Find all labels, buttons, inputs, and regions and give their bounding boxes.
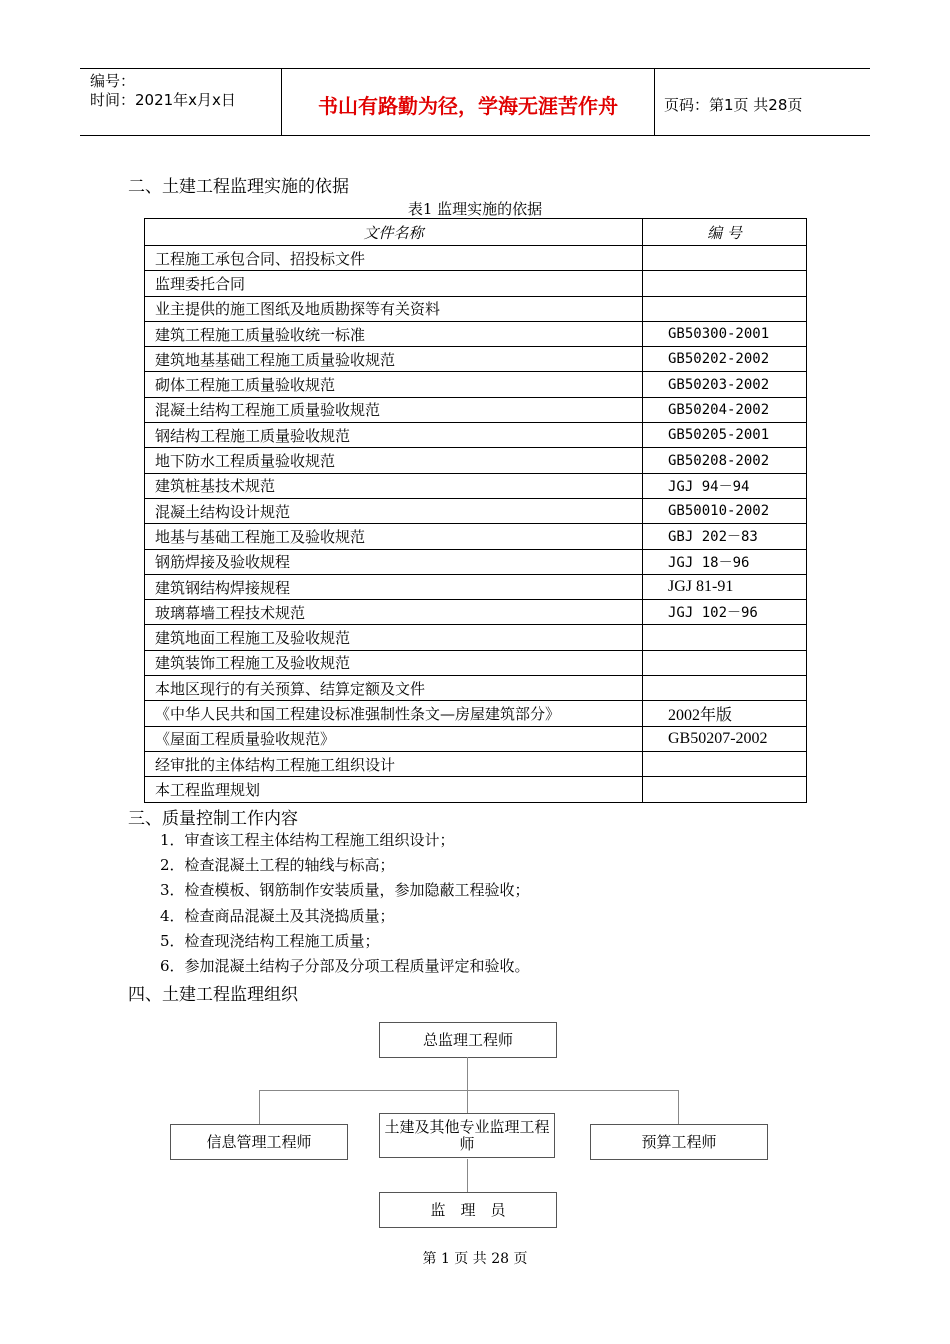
page-footer: 第 1 页 共 28 页 — [422, 1251, 528, 1267]
table-row — [145, 321, 807, 346]
table-row — [145, 574, 807, 599]
document-name-cell: 砌体工程施工质量验收规范 — [145, 372, 643, 397]
header-time-label: 时间：2021年x月x日 — [90, 91, 236, 109]
document-name-cell: 玻璃幕墙工程技术规范 — [145, 600, 643, 625]
document-code-cell — [643, 751, 807, 776]
table-row — [145, 246, 807, 271]
table-header-row — [145, 219, 807, 246]
org-connector-chief — [467, 1057, 468, 1113]
list-item: 4．检查商品混凝土及其浇捣质量； — [160, 906, 395, 925]
list-item: 6．参加混凝土结构子分部及分项工程质量评定和验收。 — [160, 956, 530, 975]
document-name-cell: 混凝土结构工程施工质量验收规范 — [145, 397, 643, 422]
document-name-cell: 本工程监理规划 — [145, 777, 643, 802]
document-code-cell: GB50203-2002 — [643, 372, 807, 397]
document-code-cell — [643, 676, 807, 701]
header-bottom-rule — [80, 135, 870, 136]
document-code-cell: GB50010-2002 — [643, 498, 807, 523]
header-number-label: 编号： — [90, 72, 136, 90]
table-row — [145, 498, 807, 523]
document-code-cell: JGJ 102－96 — [643, 600, 807, 625]
document-name-cell: 建筑地面工程施工及验收规范 — [145, 625, 643, 650]
header-motto: 书山有路勤为径，学海无涯苦作舟 — [318, 94, 618, 118]
org-box-chief: 总监理工程师 — [379, 1022, 557, 1058]
table-caption: 表1 监理实施的依据 — [407, 200, 543, 218]
org-box-supervisor: 监 理 员 — [379, 1192, 557, 1228]
header-page-label: 页码：第1页 共28页 — [664, 96, 803, 114]
document-code-cell — [643, 650, 807, 675]
org-connector-budget — [678, 1090, 679, 1124]
table-row — [145, 397, 807, 422]
table-row — [145, 271, 807, 296]
list-item: 5．检查现浇结构工程施工质量； — [160, 931, 380, 950]
table-row — [145, 549, 807, 574]
document-name-cell: 经审批的主体结构工程施工组织设计 — [145, 751, 643, 776]
list-item: 3．检查模板、钢筋制作安装质量，参加隐蔽工程验收； — [160, 881, 530, 900]
document-name-cell: 混凝土结构设计规范 — [145, 498, 643, 523]
document-code-cell — [643, 625, 807, 650]
org-connector-info — [259, 1090, 260, 1124]
document-code-cell: GB50204-2002 — [643, 397, 807, 422]
column-header-code: 编 号 — [643, 219, 807, 246]
document-code-cell — [643, 777, 807, 802]
document-code-cell: JGJ 94－94 — [643, 473, 807, 498]
table-row — [145, 347, 807, 372]
table-row — [145, 701, 807, 726]
org-connector-supervisor — [467, 1159, 468, 1192]
document-name-cell: 建筑钢结构焊接规程 — [145, 574, 643, 599]
table-row — [145, 473, 807, 498]
document-name-cell: 地下防水工程质量验收规范 — [145, 448, 643, 473]
document-code-cell: 2002年版 — [643, 701, 807, 726]
document-code-cell — [643, 296, 807, 321]
document-code-cell: GB50202-2002 — [643, 347, 807, 372]
document-code-cell: GBJ 202－83 — [643, 524, 807, 549]
table-row — [145, 423, 807, 448]
document-name-cell: 业主提供的施工图纸及地质勘探等有关资料 — [145, 296, 643, 321]
table-row — [145, 600, 807, 625]
document-name-cell: 本地区现行的有关预算、结算定额及文件 — [145, 676, 643, 701]
table-row — [145, 676, 807, 701]
document-name-cell: 地基与基础工程施工及验收规范 — [145, 524, 643, 549]
table-row — [145, 726, 807, 751]
org-box-budget: 预算工程师 — [590, 1124, 768, 1160]
document-code-cell: GB50207-2002 — [643, 726, 807, 751]
document-code-cell: JGJ 18－96 — [643, 549, 807, 574]
table-row — [145, 777, 807, 802]
document-code-cell: JGJ 81-91 — [643, 574, 807, 599]
header-top-rule — [80, 68, 870, 69]
basis-table — [144, 218, 807, 803]
document-code-cell: GB50300-2001 — [643, 321, 807, 346]
document-code-cell: GB50205-2001 — [643, 423, 807, 448]
document-name-cell: 工程施工承包合同、招投标文件 — [145, 246, 643, 271]
document-name-cell: 建筑工程施工质量验收统一标准 — [145, 321, 643, 346]
document-code-cell — [643, 246, 807, 271]
table-row — [145, 751, 807, 776]
column-header-name: 文件名称 — [145, 219, 643, 246]
org-box-info: 信息管理工程师 — [170, 1124, 348, 1160]
org-box-civil: 土建及其他专业监理工程师 — [379, 1113, 555, 1158]
table-row — [145, 625, 807, 650]
document-name-cell: 《中华人民共和国工程建设标准强制性条文—房屋建筑部分》 — [145, 701, 643, 726]
document-name-cell: 建筑桩基技术规范 — [145, 473, 643, 498]
section2-title: 二、土建工程监理实施的依据 — [128, 177, 349, 197]
document-name-cell: 监理委托合同 — [145, 271, 643, 296]
org-connector-horizontal — [259, 1090, 679, 1091]
document-name-cell: 钢结构工程施工质量验收规范 — [145, 423, 643, 448]
section4-title: 四、土建工程监理组织 — [128, 985, 298, 1005]
list-item: 2．检查混凝土工程的轴线与标高； — [160, 856, 395, 875]
table-row — [145, 296, 807, 321]
table-row — [145, 524, 807, 549]
quality-control-list — [160, 829, 530, 980]
document-name-cell: 《屋面工程质量验收规范》 — [145, 726, 643, 751]
document-code-cell: GB50208-2002 — [643, 448, 807, 473]
table-row — [145, 448, 807, 473]
list-item: 1．审查该工程主体结构工程施工组织设计； — [160, 831, 455, 849]
section3-title: 三、质量控制工作内容 — [128, 809, 298, 829]
header-divider-right — [654, 68, 655, 136]
document-name-cell: 建筑地基基础工程施工质量验收规范 — [145, 347, 643, 372]
document-name-cell: 建筑装饰工程施工及验收规范 — [145, 650, 643, 675]
table-row — [145, 650, 807, 675]
document-name-cell: 钢筋焊接及验收规程 — [145, 549, 643, 574]
table-row — [145, 372, 807, 397]
document-code-cell — [643, 271, 807, 296]
